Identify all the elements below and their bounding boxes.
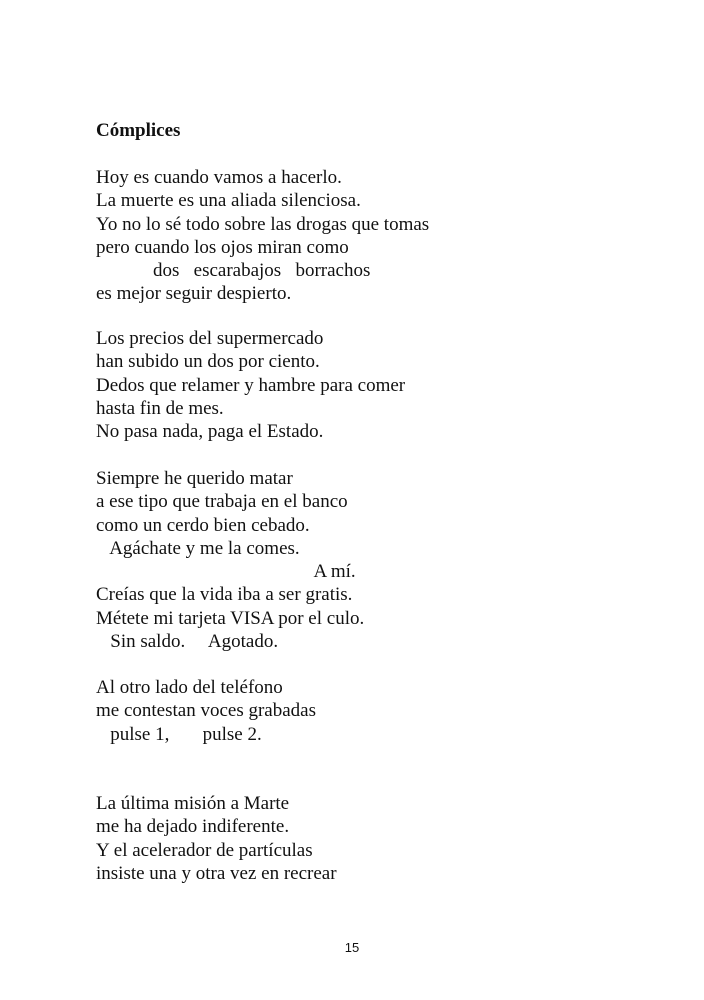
poem-line: pero cuando los ojos miran como [96, 236, 349, 258]
poem-line: Hoy es cuando vamos a hacerlo. [96, 167, 342, 188]
stanza-5 [96, 792, 337, 885]
poem-line: Agáchate y me la comes. [96, 537, 300, 559]
poem-line: Yo no lo sé todo sobre las drogas que tomas [96, 213, 430, 235]
poem-line: Al otro lado del teléfono [96, 677, 283, 698]
poem-line: hasta fin de mes. [96, 397, 224, 419]
poem-line: me contestan voces grabadas [96, 700, 316, 722]
poem-line: pulse 1, pulse 2. [96, 723, 262, 745]
stanza-4 [96, 676, 316, 746]
poem-line: como un cerdo bien cebado. [96, 514, 310, 536]
page-number: 15 [344, 940, 360, 955]
poem-line: Sin saldo. Agotado. [96, 631, 279, 653]
poem-line: La muerte es una aliada silenciosa. [96, 190, 361, 212]
poem-line: A mí. [96, 561, 356, 583]
poem-line: me ha dejado indiferente. [96, 816, 290, 838]
poem-line: han subido un dos por ciento. [96, 351, 320, 373]
poem-line: No pasa nada, paga el Estado. [96, 421, 324, 443]
poem-title: Cómplices [96, 120, 181, 141]
stanza-3 [96, 467, 364, 653]
poem-line: dos escarabajos borrachos [96, 260, 371, 282]
poem-line: Siempre he querido matar [96, 468, 293, 489]
poem-line: insiste una y otra vez en recrear [96, 862, 337, 884]
poem-line: Métete mi tarjeta VISA por el culo. [96, 607, 365, 629]
poem-line: es mejor seguir despierto. [96, 283, 292, 305]
poem-line: Los precios del supermercado [96, 328, 324, 349]
poem-line: Dedos que relamer y hambre para comer [96, 374, 406, 396]
poem-line: Creías que la vida iba a ser gratis. [96, 584, 353, 606]
poem-line: Y el acelerador de partículas [96, 839, 313, 861]
poem-line: La última misión a Marte [96, 793, 290, 814]
stanza-2 [96, 327, 405, 443]
poem-line: a ese tipo que trabaja en el banco [96, 491, 348, 513]
stanza-1 [96, 166, 429, 306]
